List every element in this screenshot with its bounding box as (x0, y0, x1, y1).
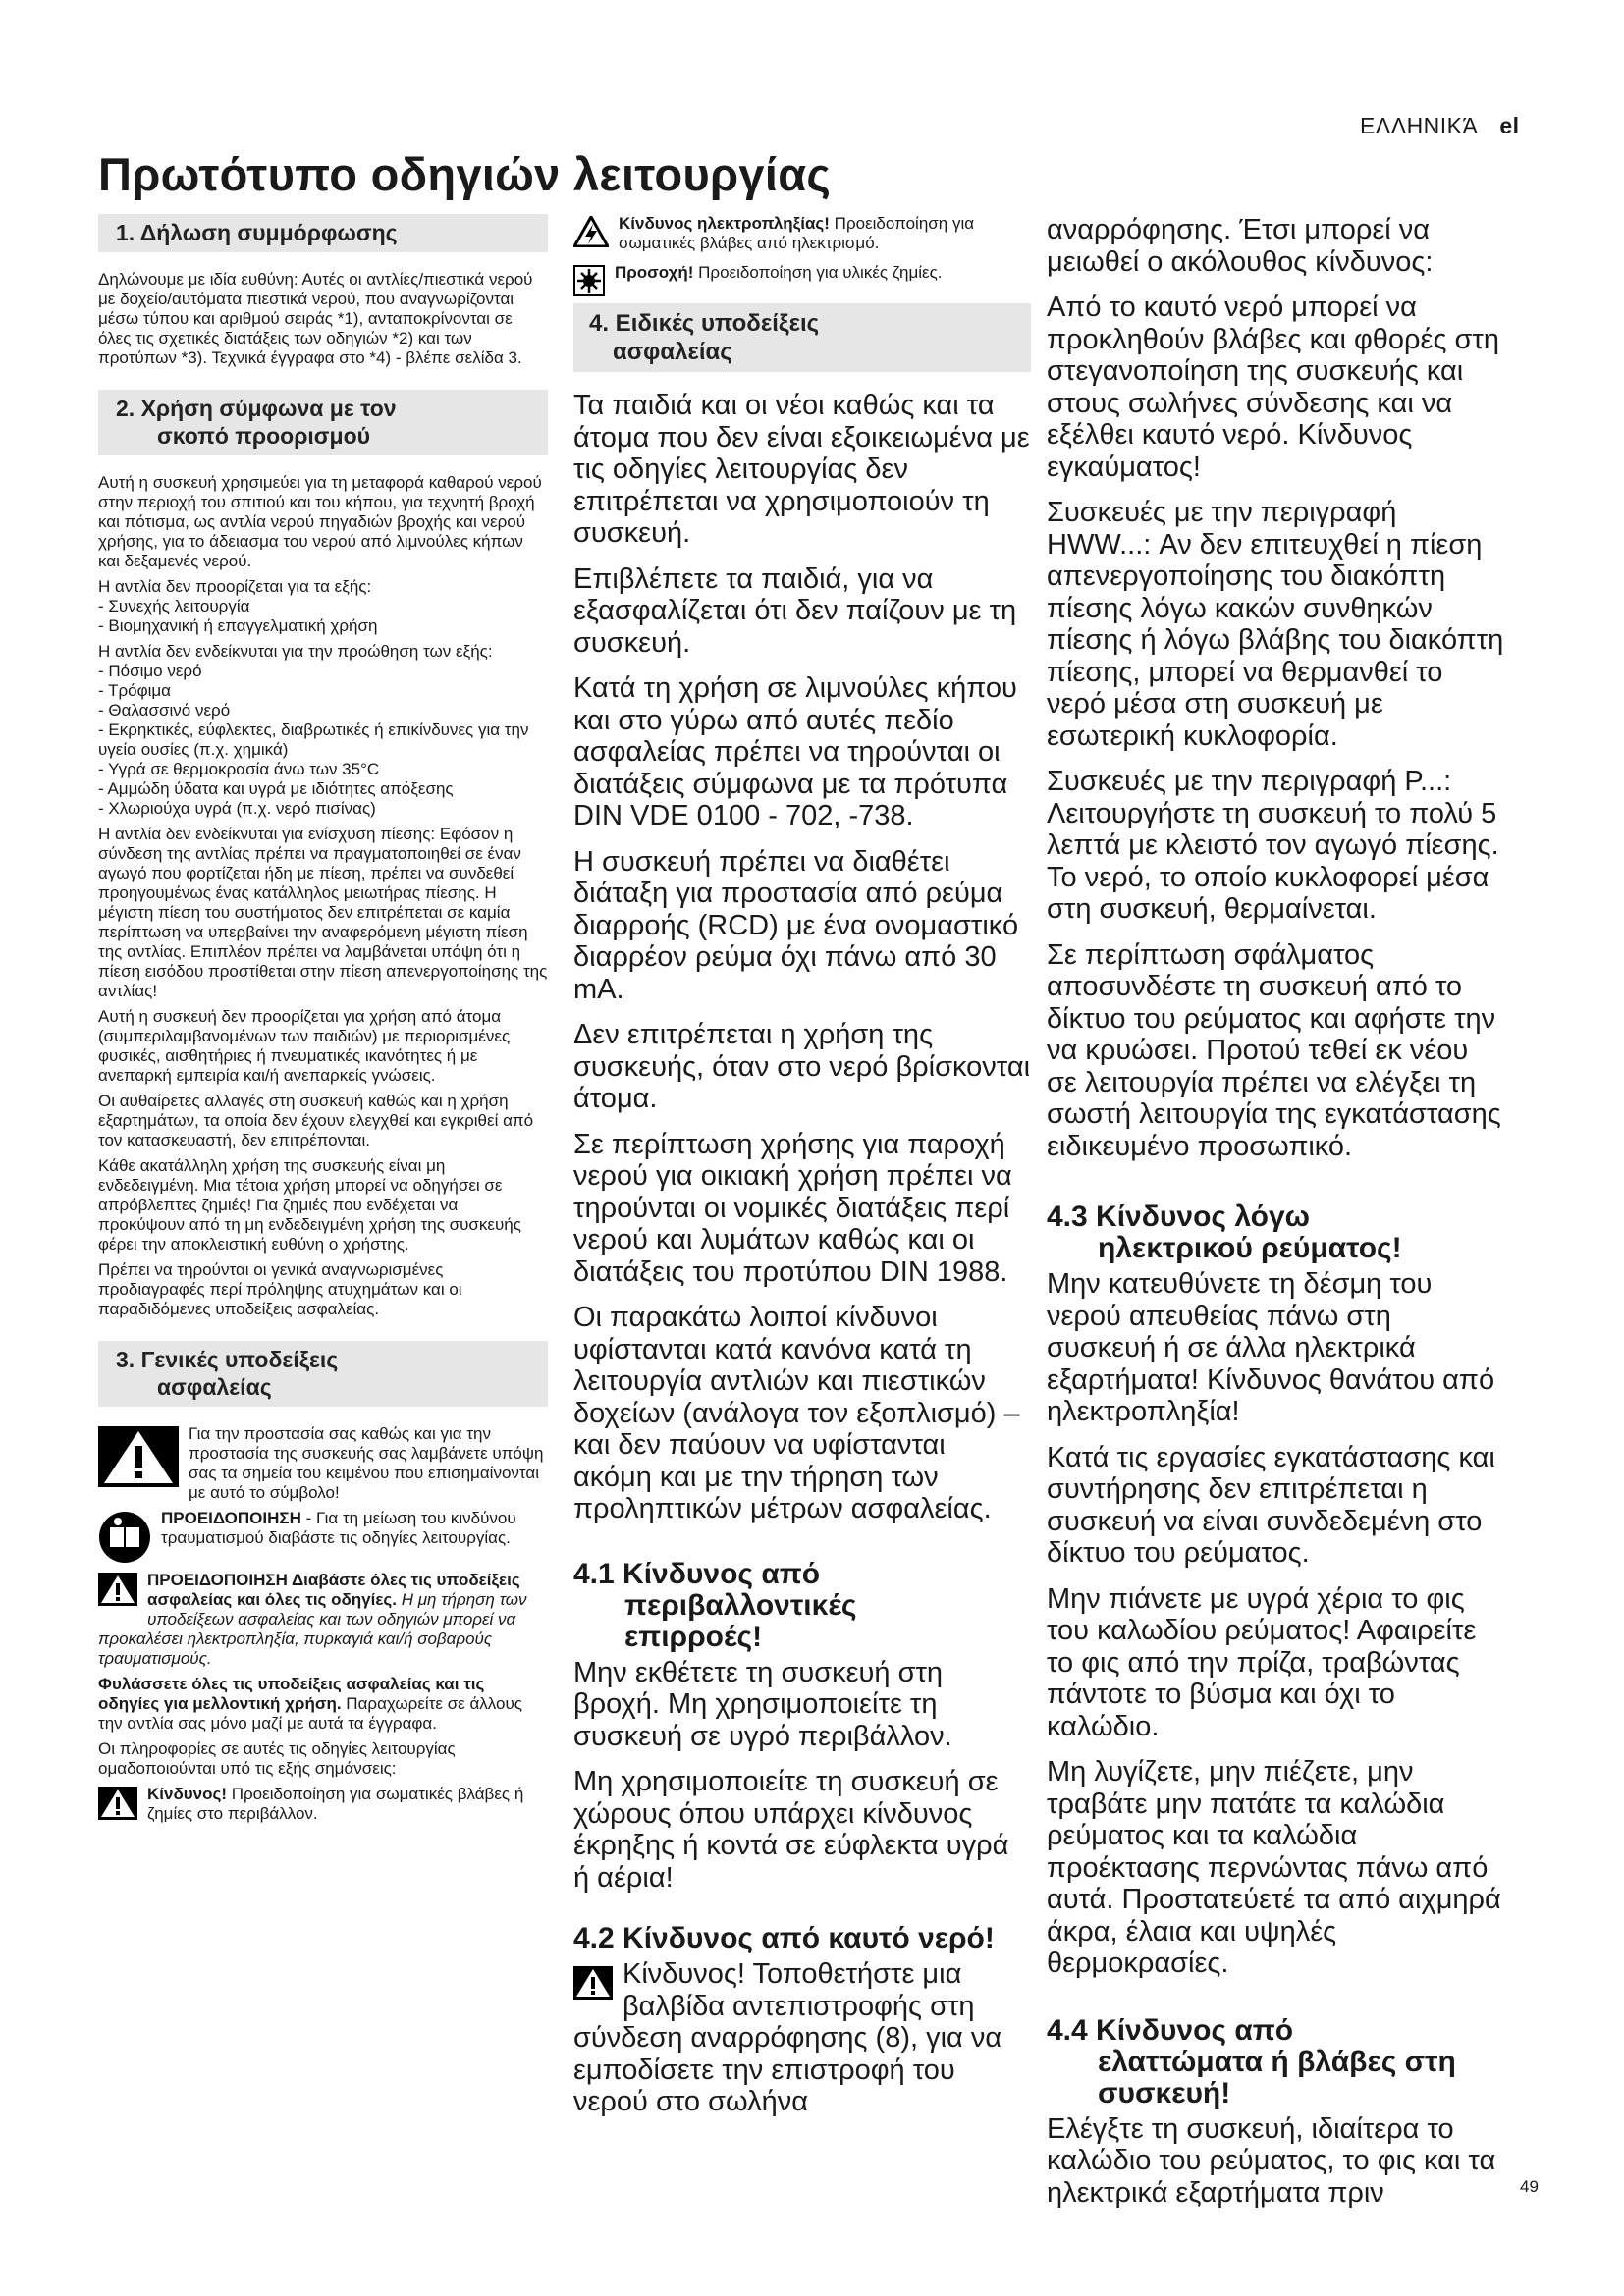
section-heading-3: 3. Γενικές υποδείξεις ασφαλείας (98, 1341, 548, 1407)
paragraph: Σε περίπτωση χρήσης για παροχή νερού για οικιακή χρήση πρέπει να τηρούνται οι νομικές διατάξεις περί νερού και λυμάτων καθώς και οι διατάξεις του προτύπου DIN 1988. (573, 1128, 1012, 1288)
paragraph: Κατά τις εργασίες εγκατάστασης και συντήρησης δεν επιτρέπεται η συσκευή να είναι συνδεδεμένη στο δίκτυο του ρεύματος. (1047, 1441, 1495, 1569)
paragraph: Μη λυγίζετε, μην πιέζετε, μην τραβάτε μην πατάτε τα καλώδια ρεύματος και τα καλώδια προέκτασης περνώντας πάνω από αυτά. Προστατεύετέ τα από αιχμηρά άκρα, έλαια και υψηλές θερμοκρασίες. (1047, 1756, 1501, 1979)
paragraph: Κίνδυνος ηλεκτροπληξίας! Προειδοποίηση για σωματικές βλάβες από ηλεκτρισμό. (573, 214, 1031, 253)
paragraph: Συσκευές με την περιγραφή HWW...: Αν δεν επιτευχθεί η πίεση απενεργοποίησης του διακόπτη πίεσης λόγω κακών συνθηκών πίεσης ή λόγω βλάβης του διακόπτη πίεσης, μπορεί να θερμανθεί το νερό μέσα στη συσκευή με εσωτερική κυκλοφορία. (1047, 497, 1504, 752)
paragraph: Αυτή η συσκευή δεν προορίζεται για χρήση από άτομα (συμπεριλαμβανομένων των παιδιών) με περιορισμένες φυσικές, αισθητήριες ή πνευματικές ικανότητες ή με ανεπαρκή εμπειρία και/ή ανεπαρκείς γνώσεις. (98, 1007, 511, 1085)
paragraph: Κίνδυνος! Προειδοποίηση για σωματικές βλάβες ή ζημίες στο περιβάλλον. (98, 1785, 548, 1824)
paragraph: Πρέπει να τηρούνται οι γενικά αναγνωρισμένες προδιαγραφές περί πρόληψης ατυχημάτων και οι παραδιδόμενες υποδείξεις ασφαλείας. (98, 1260, 462, 1318)
list-item: - Χλωριούχα υγρά (π.χ. νερό πισίνας) (98, 799, 376, 818)
paragraph: Η αντλία δεν ενδείκνυται για την προώθηση των εξής: (98, 642, 493, 661)
paragraph: αναρρόφησης. Έτσι μπορεί να μειωθεί ο ακόλουθος κίνδυνος: (1047, 214, 1434, 278)
paragraph: Η συσκευή πρέπει να διαθέτει διάταξη για προστασία από ρεύμα διαρροής (RCD) με ένα ονομαστικό διαρρέον ρεύμα όχι πάνω από 30 mA. (573, 845, 1019, 1005)
paragraph: Ελέγξτε τη συσκευή, ιδιαίτερα το καλώδιο του ρεύματος, το φις και τα ηλεκτρικά εξαρτήματα πριν (1047, 2112, 1496, 2209)
section-heading-4-1: 4.1 Κίνδυνος από περιβαλλοντικές επιρροές! (573, 1557, 857, 1653)
section-heading-1: 1. Δήλωση συμμόρφωσης (98, 214, 548, 252)
paragraph: Αυτή η συσκευή χρησιμεύει για τη μεταφορά καθαρού νερού στην περιοχή του σπιτιού και του κήπου, για τεχνητή βροχή και πότισμα, ως αντλία νερού πηγαδιών βροχής και νερού χρήσης, για το άδειασμα του νερού από λιμνούλες κήπων και δεξαμενές νερού. (98, 473, 542, 570)
paragraph: Από το καυτό νερό μπορεί να προκληθούν βλάβες και φθορές στη στεγανοποίηση της συσκευής και στους σωλήνες σύνδεσης και να εξέλθει καυτό νερό. Κίνδυνος εγκαύματος! (1047, 292, 1499, 483)
paragraph: Κάθε ακατάλληλη χρήση της συσκευής είναι μη ενδεδειγμένη. Μια τέτοια χρήση μπορεί να οδηγήσει σε απρόβλεπτες ζημιές! Για ζημιές που ενδέχεται να προκύψουν από τη μη ενδεδειγμένη χρήση της συσκευής φέρει την αποκλειστική ευθύνη ο χρήστης. (98, 1156, 521, 1254)
paragraph: ΠΡΟΕΙΔΟΠΟΙΗΣΗ Διαβάστε όλες τις υποδείξεις ασφαλείας και όλες τις οδηγίες. Η μη τήρηση των υποδείξεων ασφαλείας και των οδηγιών μπορεί να προκαλέσει ηλεκτροπληξία, πυρκαγιά και/ή σοβαρούς τραυματισμούς. (98, 1571, 527, 1668)
list-item: - Θαλασσινό νερό (98, 701, 231, 720)
warning-triangle-icon (573, 1966, 613, 2007)
list-item: - Εκρηκτικές, εύφλεκτες, διαβρωτικές ή επικίνδυνες για την υγεία ουσίες (π.χ. χημικά) (98, 721, 529, 759)
warning-triangle-icon (98, 1573, 137, 1611)
paragraph: Δηλώνουμε με ιδία ευθύνη: Αυτές οι αντλίες/πιεστικά νερού με δοχείο/αυτόματα πιεστικά νερού, που αναγνωρίζονται μέσω τύπου και αριθμού σειράς *1), ανταποκρίνονται σε όλες τις σχετικές διατάξεις των οδηγιών *2) και των προτύπων *3). Τεχνικά έγγραφα στο *4) - βλέπε σελίδα 3. (98, 270, 533, 367)
paragraph: Μη χρησιμοποιείτε τη συσκευή σε χώρους όπου υπάρχει κίνδυνος έκρηξης ή κοντά σε εύφλεκτα υγρά ή αέρια! (573, 1766, 1009, 1894)
language-indicator (1360, 113, 1520, 139)
page-title: Πρωτότυπο οδηγιών λειτουργίας (98, 148, 832, 200)
column-right (1047, 214, 1506, 2222)
paragraph: Επιβλέπετε τα παιδιά, για να εξασφαλίζεται ότι δεν παίζουν με τη συσκευή. (573, 562, 1017, 659)
section-heading-4-3: 4.3 Κίνδυνος λόγω ηλεκτρικού ρεύματος! (1047, 1201, 1402, 1264)
paragraph: Οι πληροφορίες σε αυτές τις οδηγίες λειτουργίας ομαδοποιούνται υπό τις εξής σημάνσεις: (98, 1739, 456, 1778)
electric-shock-icon (573, 216, 609, 252)
paragraph: Για την προστασία σας καθώς και για την προστασία της συσκευής σας λαμβάνετε υπόψη σας τα σημεία του κειμένου που επισημαίνονται με αυτό το σύμβολο! (98, 1424, 548, 1503)
paragraph: Η αντλία δεν ενδείκνυται για ενίσχυση πίεσης: Εφόσον η σύνδεση της αντλίας πρέπει να πραγματοποιηθεί σε έναν αγωγό που φορτίζεται ήδη με πίεση, πρέπει να συνδεθεί προηγουμένως ένας κατάλληλος μειωτήρας πίεσης. Η μέγιστη πίεση του συστήματος δεν επιτρέπεται σε καμία περίπτωση να υπερβαίνει την αναφερόμενη μέγιστη πίεση της αντλίας. Επιπλέον πρέπει να λαμβάνεται υπόψη ότι η πίεση εισόδου προστίθεται στην πίεση απενεργοποίησης της αντλίας! (98, 825, 548, 1000)
paragraph: Συσκευές με την περιγραφή P...: Λειτουργήστε τη συσκευή το πολύ 5 λεπτά με κλειστό τον αγωγό πίεσης. Το νερό, το οποίο κυκλοφορεί μέσα στη συσκευή, θερμαίνεται. (1047, 766, 1499, 925)
warning-triangle-icon (98, 1426, 179, 1492)
column-left (98, 214, 548, 1830)
warning-triangle-icon (98, 1787, 137, 1825)
paragraph: Μην εκθέτετε τη συσκευή στη βροχή. Μη χρησιμοποιείτε τη συσκευή σε υγρό περιβάλλον. (573, 1656, 952, 1752)
list-item: - Αμμώδη ύδατα και υγρά με ιδιότητες απόξεσης (98, 779, 454, 798)
list-item: - Τρόφιμα (98, 681, 172, 700)
section-heading-4-2: 4.2 Κίνδυνος από καυτό νερό! (573, 1922, 995, 1954)
read-manual-icon (98, 1511, 151, 1569)
language-label: ΕΛΛΗΝΙΚΆ (1360, 113, 1479, 138)
paragraph: Κατά τη χρήση σε λιμνούλες κήπου και στο γύρω από αυτές πεδίο ασφαλείας πρέπει να τηρούνται οι διατάξεις σύμφωνα με τα πρότυπα DIN VDE 0100 - 702, -738. (573, 672, 1017, 831)
caution-icon (573, 265, 605, 301)
list-item: - Συνεχής λειτουργία (98, 597, 250, 615)
list-item: - Υγρά σε θερμοκρασία άνω των 35°C (98, 760, 380, 778)
column-middle (573, 214, 1031, 2132)
paragraph: Τα παιδιά και οι νέοι καθώς και τα άτομα που δεν είναι εξοικειωμένα με τις οδηγίες λειτουργίας δεν επιτρέπεται να χρησιμοποιούν τη συσκευή. (573, 390, 1030, 549)
paragraph: Προσοχή! Προειδοποίηση για υλικές ζημίες. (573, 263, 1031, 283)
paragraph: ΠΡΟΕΙΔΟΠΟΙΗΣΗ - Για τη μείωση του κινδύνου τραυματισμού διαβάστε τις οδηγίες λειτουργίας. (98, 1509, 548, 1548)
page-number: 49 (1520, 2177, 1539, 2196)
list-item: - Βιομηχανική ή επαγγελματική χρήση (98, 616, 378, 635)
paragraph: Η αντλία δεν προορίζεται για τα εξής: (98, 577, 372, 596)
paragraph: Σε περίπτωση σφάλματος αποσυνδέστε τη συσκευή από το δίκτυο του ρεύματος και αφήστε την να κρυώσει. Προτού τεθεί εκ νέου σε λειτουργία πρέπει να ελέγξει τη σωστή λειτουργία της εγκατάστασης ειδικευμένο προσωπικό. (1047, 938, 1501, 1162)
paragraph: Οι αυθαίρετες αλλαγές στη συσκευή καθώς και η χρήση εξαρτημάτων, τα οποία δεν έχουν ελεγχθεί και εγκριθεί από τον κατασκευαστή, δεν επιτρέπονται. (98, 1092, 534, 1149)
language-code: el (1499, 113, 1520, 138)
paragraph: Φυλάσσετε όλες τις υποδείξεις ασφαλείας και τις οδηγίες για μελλοντική χρήση. Παραχωρείτε σε άλλους την αντλία σας μόνο μαζί με αυτά τα έγγραφα. (98, 1675, 522, 1733)
section-heading-4: 4. Ειδικές υποδείξεις ασφαλείας (573, 303, 1031, 372)
paragraph: Κίνδυνος! Τοποθετήστε μια βαλβίδα αντεπιστροφής στη σύνδεση αναρρόφησης (8), για να εμποδίσετε την επιστροφή του νερού στο σωλήνα (573, 1958, 1002, 2117)
section-heading-2: 2. Χρήση σύμφωνα με τον σκοπό προορισμού (98, 390, 548, 455)
paragraph: Δεν επιτρέπεται η χρήση της συσκευής, όταν στο νερό βρίσκονται άτομα. (573, 1019, 1031, 1114)
paragraph: Οι παρακάτω λοιποί κίνδυνοι υφίστανται κατά κανόνα κατά τη λειτουργία αντλιών και πιεστικών δοχείων (ανάλογα τον εξοπλισμό) – και δεν παύουν να υφίστανται ακόμη και με την τήρηση των προληπτικών μέτρων ασφαλείας. (573, 1302, 1020, 1524)
paragraph: Μην κατευθύνετε τη δέσμη του νερού απευθείας πάνω στη συσκευή ή σε άλλα ηλεκτρικά εξαρτήματα! Κίνδυνος θανάτου από ηλεκτροπληξία! (1047, 1268, 1495, 1427)
list-item: - Πόσιμο νερό (98, 662, 202, 680)
section-heading-4-4: 4.4 Κίνδυνος από ελαττώματα ή βλάβες στη συσκευή! (1047, 2013, 1456, 2109)
paragraph: Μην πιάνετε με υγρά χέρια το φις του καλωδίου ρεύματος! Αφαιρείτε το φις από την πρίζα, τραβώντας πάντοτε το βύσμα και όχι το καλώδιο. (1047, 1582, 1477, 1742)
